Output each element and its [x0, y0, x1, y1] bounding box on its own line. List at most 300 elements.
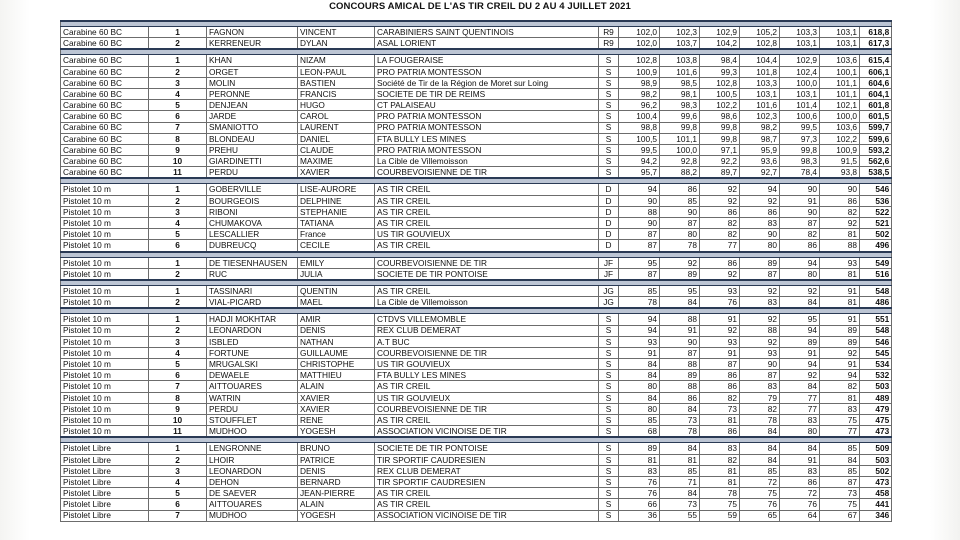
event-cell: Pistolet 10 m — [61, 359, 149, 370]
table-row — [61, 38, 892, 50]
series-2-cell: 100,0 — [660, 144, 700, 155]
series-2-cell: 87 — [660, 218, 700, 229]
series-3-cell: 86 — [700, 206, 740, 217]
series-4-cell: 93 — [740, 347, 780, 358]
series-6-cell: 92 — [820, 218, 860, 229]
series-5-cell: 80 — [780, 426, 820, 438]
category-cell: S — [599, 499, 619, 510]
series-4-cell: 75 — [740, 488, 780, 499]
table-row — [61, 454, 892, 465]
series-2-cell: 101,6 — [660, 66, 700, 77]
series-2-cell: 87 — [660, 347, 700, 358]
series-6-cell: 84 — [820, 454, 860, 465]
table-row — [61, 415, 892, 426]
table-row — [61, 336, 892, 347]
table-row — [61, 392, 892, 403]
series-6-cell: 91,5 — [820, 156, 860, 167]
club-cell: TIR SPORTIF CAUDRESIEN — [375, 476, 599, 487]
event-cell: Pistolet 10 m — [61, 218, 149, 229]
series-3-cell: 78 — [700, 488, 740, 499]
category-cell: JF — [599, 257, 619, 268]
series-3-cell: 86 — [700, 426, 740, 438]
club-cell: REX CLUB DEMERAT — [375, 325, 599, 336]
event-cell: Pistolet 10 m — [61, 184, 149, 195]
category-cell: S — [599, 100, 619, 111]
series-1-cell: 78 — [619, 297, 660, 309]
total-cell: 599,6 — [860, 133, 892, 144]
series-3-cell: 76 — [700, 297, 740, 309]
series-2-cell: 78 — [660, 240, 700, 252]
event-cell: Pistolet Libre — [61, 488, 149, 499]
series-3-cell: 81 — [700, 465, 740, 476]
rank-cell: 4 — [149, 218, 207, 229]
series-1-cell: 68 — [619, 426, 660, 438]
table-row — [61, 359, 892, 370]
rank-cell: 5 — [149, 100, 207, 111]
series-2-cell: 98,1 — [660, 88, 700, 99]
series-2-cell: 85 — [660, 465, 700, 476]
rank-cell: 1 — [149, 184, 207, 195]
series-6-cell: 100,1 — [820, 66, 860, 77]
first-name-cell: AMIR — [298, 314, 375, 325]
series-5-cell: 103,1 — [780, 88, 820, 99]
category-cell: D — [599, 240, 619, 252]
first-name-cell: ALAIN — [298, 499, 375, 510]
series-6-cell: 81 — [820, 268, 860, 280]
table-row — [61, 88, 892, 99]
series-4-cell: 88 — [740, 325, 780, 336]
event-cell: Pistolet 10 m — [61, 268, 149, 280]
total-cell: 538,5 — [860, 167, 892, 179]
series-1-cell: 84 — [619, 392, 660, 403]
club-cell: La Cible de Villemoisson — [375, 297, 599, 309]
series-6-cell: 82 — [820, 206, 860, 217]
series-3-cell: 93 — [700, 285, 740, 296]
rank-cell: 2 — [149, 454, 207, 465]
category-cell: S — [599, 476, 619, 487]
total-cell: 615,4 — [860, 55, 892, 66]
series-4-cell: 92 — [740, 285, 780, 296]
series-4-cell: 103,1 — [740, 88, 780, 99]
series-5-cell: 64 — [780, 510, 820, 521]
total-cell: 532 — [860, 370, 892, 381]
series-3-cell: 99,8 — [700, 133, 740, 144]
series-2-cell: 103,7 — [660, 38, 700, 50]
series-5-cell: 99,5 — [780, 122, 820, 133]
first-name-cell: CLAUDE — [298, 144, 375, 155]
last-name-cell: DEHON — [207, 476, 298, 487]
club-cell: FTA BULLY LES MINES — [375, 370, 599, 381]
series-1-cell: 98,2 — [619, 88, 660, 99]
category-cell: S — [599, 510, 619, 521]
series-4-cell: 72 — [740, 476, 780, 487]
series-6-cell: 91 — [820, 359, 860, 370]
last-name-cell: DEWAELE — [207, 370, 298, 381]
club-cell: La Cible de Villemoisson — [375, 156, 599, 167]
series-6-cell: 103,1 — [820, 38, 860, 50]
rank-cell: 2 — [149, 297, 207, 309]
category-cell: R9 — [599, 27, 619, 38]
first-name-cell: BASTIEN — [298, 77, 375, 88]
event-cell: Carabine 60 BC — [61, 133, 149, 144]
rank-cell: 10 — [149, 415, 207, 426]
series-1-cell: 89 — [619, 443, 660, 454]
series-6-cell: 67 — [820, 510, 860, 521]
first-name-cell: VINCENT — [298, 27, 375, 38]
series-5-cell: 94 — [780, 359, 820, 370]
last-name-cell: BLONDEAU — [207, 133, 298, 144]
club-cell: AS TIR CREIL — [375, 206, 599, 217]
series-6-cell: 91 — [820, 314, 860, 325]
rank-cell: 9 — [149, 144, 207, 155]
series-4-cell: 84 — [740, 454, 780, 465]
total-cell: 599,7 — [860, 122, 892, 133]
total-cell: 441 — [860, 499, 892, 510]
first-name-cell: JULIA — [298, 268, 375, 280]
series-1-cell: 87 — [619, 229, 660, 240]
first-name-cell: MAXIME — [298, 156, 375, 167]
series-4-cell: 98,7 — [740, 133, 780, 144]
series-5-cell: 90 — [780, 184, 820, 195]
series-4-cell: 85 — [740, 465, 780, 476]
series-4-cell: 89 — [740, 257, 780, 268]
series-2-cell: 78 — [660, 426, 700, 438]
series-3-cell: 86 — [700, 370, 740, 381]
series-2-cell: 103,8 — [660, 55, 700, 66]
series-4-cell: 95,9 — [740, 144, 780, 155]
series-1-cell: 98,8 — [619, 122, 660, 133]
event-cell: Pistolet 10 m — [61, 392, 149, 403]
table-row — [61, 218, 892, 229]
first-name-cell: NIZAM — [298, 55, 375, 66]
series-2-cell: 86 — [660, 184, 700, 195]
series-6-cell: 81 — [820, 392, 860, 403]
club-cell: REX CLUB DEMERAT — [375, 465, 599, 476]
table-row — [61, 144, 892, 155]
last-name-cell: GIARDINETTI — [207, 156, 298, 167]
table-row — [61, 325, 892, 336]
category-cell: S — [599, 55, 619, 66]
series-3-cell: 91 — [700, 314, 740, 325]
table-row — [61, 184, 892, 195]
category-cell: S — [599, 336, 619, 347]
rank-cell: 4 — [149, 347, 207, 358]
category-cell: S — [599, 426, 619, 438]
category-cell: JG — [599, 285, 619, 296]
club-cell: AS TIR CREIL — [375, 499, 599, 510]
last-name-cell: CHUMAKOVA — [207, 218, 298, 229]
last-name-cell: DE SAEVER — [207, 488, 298, 499]
series-1-cell: 100,5 — [619, 133, 660, 144]
table-row — [61, 443, 892, 454]
first-name-cell: RENE — [298, 415, 375, 426]
series-2-cell: 71 — [660, 476, 700, 487]
table-row — [61, 133, 892, 144]
rank-cell: 6 — [149, 499, 207, 510]
series-5-cell: 84 — [780, 443, 820, 454]
rank-cell: 5 — [149, 488, 207, 499]
event-cell: Carabine 60 BC — [61, 156, 149, 167]
last-name-cell: DE TIESENHAUSEN — [207, 257, 298, 268]
series-4-cell: 80 — [740, 240, 780, 252]
last-name-cell: BOURGEOIS — [207, 195, 298, 206]
last-name-cell: VIAL-PICARD — [207, 297, 298, 309]
series-3-cell: 97,1 — [700, 144, 740, 155]
event-cell: Pistolet 10 m — [61, 403, 149, 414]
last-name-cell: RIBONI — [207, 206, 298, 217]
total-cell: 545 — [860, 347, 892, 358]
series-6-cell: 103,1 — [820, 27, 860, 38]
club-cell: TIR SPORTIF CAUDRESIEN — [375, 454, 599, 465]
club-cell: US TIR GOUVIEUX — [375, 229, 599, 240]
total-cell: 502 — [860, 465, 892, 476]
series-4-cell: 101,8 — [740, 66, 780, 77]
series-6-cell: 91 — [820, 285, 860, 296]
club-cell: AS TIR CREIL — [375, 195, 599, 206]
series-2-cell: 102,3 — [660, 27, 700, 38]
series-3-cell: 102,8 — [700, 77, 740, 88]
series-6-cell: 89 — [820, 336, 860, 347]
series-2-cell: 81 — [660, 454, 700, 465]
club-cell: A.T BUC — [375, 336, 599, 347]
series-6-cell: 85 — [820, 443, 860, 454]
series-4-cell: 84 — [740, 426, 780, 438]
total-cell: 536 — [860, 195, 892, 206]
category-cell: S — [599, 403, 619, 414]
first-name-cell: MATTHIEU — [298, 370, 375, 381]
series-2-cell: 73 — [660, 415, 700, 426]
series-5-cell: 91 — [780, 195, 820, 206]
club-cell: AS TIR CREIL — [375, 415, 599, 426]
last-name-cell: DENJEAN — [207, 100, 298, 111]
series-5-cell: 89 — [780, 336, 820, 347]
total-cell: 548 — [860, 285, 892, 296]
category-cell: S — [599, 381, 619, 392]
series-6-cell: 81 — [820, 297, 860, 309]
series-2-cell: 101,1 — [660, 133, 700, 144]
series-2-cell: 98,5 — [660, 77, 700, 88]
series-5-cell: 103,3 — [780, 27, 820, 38]
series-3-cell: 98,6 — [700, 111, 740, 122]
first-name-cell: XAVIER — [298, 392, 375, 403]
results-body — [61, 21, 892, 521]
series-5-cell: 102,4 — [780, 66, 820, 77]
table-row — [61, 55, 892, 66]
event-cell: Carabine 60 BC — [61, 38, 149, 50]
last-name-cell: LENGRONNE — [207, 443, 298, 454]
last-name-cell: WATRIN — [207, 392, 298, 403]
rank-cell: 7 — [149, 122, 207, 133]
series-3-cell: 92,2 — [700, 156, 740, 167]
series-5-cell: 77 — [780, 392, 820, 403]
total-cell: 486 — [860, 297, 892, 309]
series-3-cell: 87 — [700, 359, 740, 370]
last-name-cell: MUDHOO — [207, 510, 298, 521]
rank-cell: 2 — [149, 38, 207, 50]
first-name-cell: XAVIER — [298, 167, 375, 179]
total-cell: 502 — [860, 229, 892, 240]
first-name-cell: QUENTIN — [298, 285, 375, 296]
series-5-cell: 100,0 — [780, 77, 820, 88]
series-1-cell: 96,2 — [619, 100, 660, 111]
total-cell: 548 — [860, 325, 892, 336]
event-cell: Pistolet 10 m — [61, 229, 149, 240]
series-6-cell: 88 — [820, 240, 860, 252]
first-name-cell: MAEL — [298, 297, 375, 309]
series-6-cell: 90 — [820, 184, 860, 195]
series-4-cell: 104,4 — [740, 55, 780, 66]
series-3-cell: 91 — [700, 347, 740, 358]
rank-cell: 3 — [149, 336, 207, 347]
last-name-cell: JARDE — [207, 111, 298, 122]
series-1-cell: 95 — [619, 257, 660, 268]
series-5-cell: 80 — [780, 268, 820, 280]
event-cell: Pistolet 10 m — [61, 415, 149, 426]
series-3-cell: 75 — [700, 499, 740, 510]
last-name-cell: ORGET — [207, 66, 298, 77]
table-row — [61, 297, 892, 309]
club-cell: AS TIR CREIL — [375, 184, 599, 195]
event-cell: Carabine 60 BC — [61, 66, 149, 77]
total-cell: 593,2 — [860, 144, 892, 155]
rank-cell: 1 — [149, 314, 207, 325]
table-row — [61, 229, 892, 240]
rank-cell: 1 — [149, 55, 207, 66]
table-row — [61, 167, 892, 179]
series-2-cell: 88 — [660, 314, 700, 325]
event-cell: Pistolet 10 m — [61, 206, 149, 217]
club-cell: SOCIETE DE TIR DE REIMS — [375, 88, 599, 99]
table-row — [61, 403, 892, 414]
category-cell: R9 — [599, 38, 619, 50]
last-name-cell: LESCALLIER — [207, 229, 298, 240]
table-row — [61, 77, 892, 88]
series-3-cell: 99,8 — [700, 122, 740, 133]
series-3-cell: 102,2 — [700, 100, 740, 111]
series-3-cell: 86 — [700, 257, 740, 268]
last-name-cell: DUBREUCQ — [207, 240, 298, 252]
series-3-cell: 89,7 — [700, 167, 740, 179]
rank-cell: 7 — [149, 381, 207, 392]
category-cell: S — [599, 443, 619, 454]
series-3-cell: 92 — [700, 325, 740, 336]
last-name-cell: FORTUNE — [207, 347, 298, 358]
first-name-cell: GUILLAUME — [298, 347, 375, 358]
last-name-cell: GOBERVILLE — [207, 184, 298, 195]
category-cell: JF — [599, 268, 619, 280]
event-cell: Carabine 60 BC — [61, 111, 149, 122]
series-4-cell: 86 — [740, 206, 780, 217]
series-4-cell: 102,3 — [740, 111, 780, 122]
table-row — [61, 257, 892, 268]
category-cell: S — [599, 415, 619, 426]
series-6-cell: 103,6 — [820, 55, 860, 66]
category-cell: S — [599, 77, 619, 88]
event-cell: Pistolet 10 m — [61, 347, 149, 358]
category-cell: S — [599, 454, 619, 465]
total-cell: 546 — [860, 184, 892, 195]
series-1-cell: 94 — [619, 314, 660, 325]
event-cell: Carabine 60 BC — [61, 167, 149, 179]
last-name-cell: ISBLED — [207, 336, 298, 347]
series-5-cell: 78,4 — [780, 167, 820, 179]
table-row — [61, 122, 892, 133]
event-cell: Pistolet Libre — [61, 465, 149, 476]
club-cell: CTDVS VILLEMOMBLE — [375, 314, 599, 325]
series-2-cell: 92 — [660, 257, 700, 268]
event-cell: Carabine 60 BC — [61, 88, 149, 99]
series-3-cell: 92 — [700, 268, 740, 280]
series-3-cell: 77 — [700, 240, 740, 252]
event-cell: Carabine 60 BC — [61, 100, 149, 111]
series-3-cell: 73 — [700, 403, 740, 414]
series-6-cell: 103,6 — [820, 122, 860, 133]
last-name-cell: LEONARDON — [207, 325, 298, 336]
series-4-cell: 98,2 — [740, 122, 780, 133]
category-cell: S — [599, 347, 619, 358]
total-cell: 617,3 — [860, 38, 892, 50]
table-row — [61, 66, 892, 77]
first-name-cell: BRUNO — [298, 443, 375, 454]
first-name-cell: NATHAN — [298, 336, 375, 347]
series-1-cell: 91 — [619, 347, 660, 358]
series-3-cell: 82 — [700, 454, 740, 465]
series-5-cell: 83 — [780, 465, 820, 476]
club-cell: CT PALAISEAU — [375, 100, 599, 111]
series-2-cell: 90 — [660, 206, 700, 217]
last-name-cell: KERRENEUR — [207, 38, 298, 50]
total-cell: 473 — [860, 476, 892, 487]
series-4-cell: 105,2 — [740, 27, 780, 38]
rank-cell: 1 — [149, 443, 207, 454]
series-6-cell: 100,9 — [820, 144, 860, 155]
rank-cell: 6 — [149, 111, 207, 122]
last-name-cell: AITTOUARES — [207, 499, 298, 510]
series-5-cell: 103,1 — [780, 38, 820, 50]
first-name-cell: PATRICE — [298, 454, 375, 465]
series-2-cell: 90 — [660, 336, 700, 347]
club-cell: ASSOCIATION VICINOISE DE TIR — [375, 510, 599, 521]
club-cell: LA FOUGERAISE — [375, 55, 599, 66]
rank-cell: 4 — [149, 476, 207, 487]
last-name-cell: AITTOUARES — [207, 381, 298, 392]
total-cell: 534 — [860, 359, 892, 370]
first-name-cell: FRANCIS — [298, 88, 375, 99]
series-5-cell: 92 — [780, 285, 820, 296]
series-6-cell: 100,0 — [820, 111, 860, 122]
first-name-cell: CHRISTOPHE — [298, 359, 375, 370]
results-table — [60, 20, 892, 522]
series-3-cell: 100,5 — [700, 88, 740, 99]
series-6-cell: 89 — [820, 325, 860, 336]
series-1-cell: 100,9 — [619, 66, 660, 77]
series-3-cell: 92 — [700, 195, 740, 206]
total-cell: 551 — [860, 314, 892, 325]
series-6-cell: 102,1 — [820, 100, 860, 111]
last-name-cell: FAGNON — [207, 27, 298, 38]
total-cell: 522 — [860, 206, 892, 217]
series-4-cell: 94 — [740, 184, 780, 195]
first-name-cell: CECILE — [298, 240, 375, 252]
club-cell: PRO PATRIA MONTESSON — [375, 144, 599, 155]
total-cell: 489 — [860, 392, 892, 403]
first-name-cell: XAVIER — [298, 403, 375, 414]
category-cell: S — [599, 325, 619, 336]
table-row — [61, 285, 892, 296]
club-cell: US TIR GOUVIEUX — [375, 359, 599, 370]
series-5-cell: 83 — [780, 415, 820, 426]
rank-cell: 3 — [149, 206, 207, 217]
